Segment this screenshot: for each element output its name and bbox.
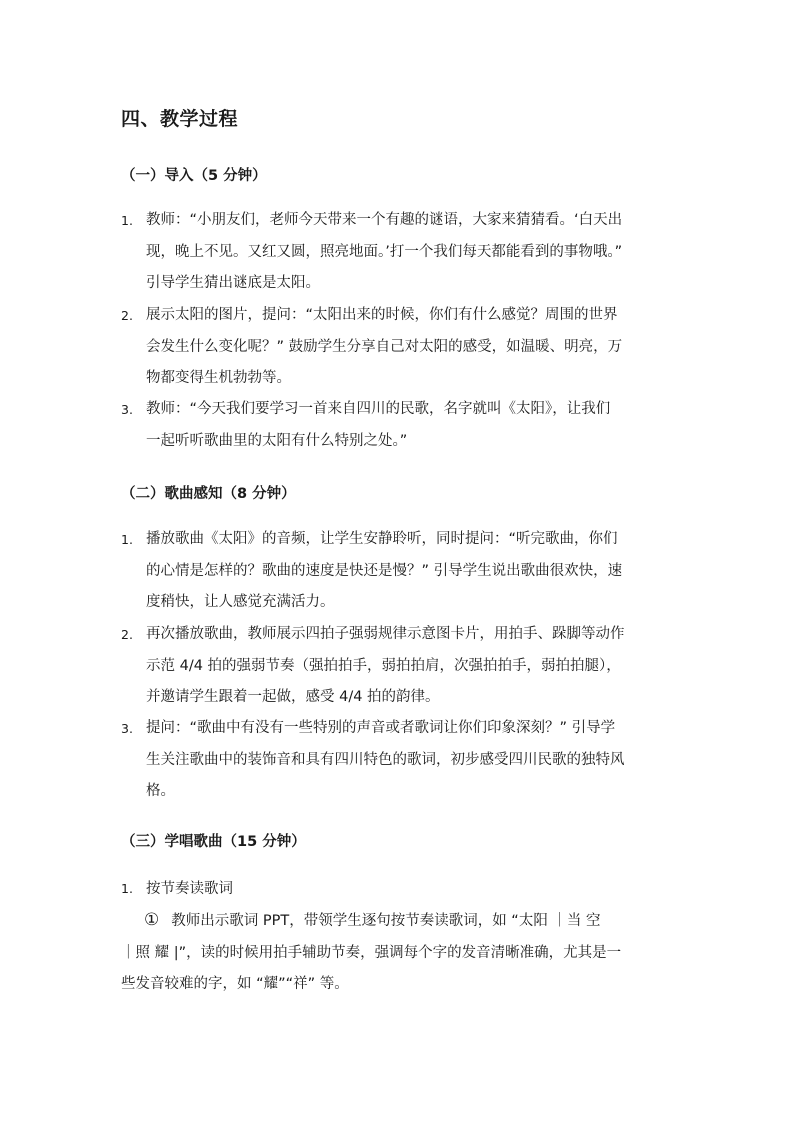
list-item — [121, 713, 681, 808]
text-line: 一起听听歌曲里的太阳有什么特别之处。” — [146, 432, 408, 449]
text-line: 现，晚上不见。又红又圆，照亮地面。’打一个我们每天都能看到的事物哦。” — [146, 243, 623, 260]
text-line: 展示太阳的图片，提问：“太阳出来的时候，你们有什么感觉？周围的世界 — [146, 307, 618, 323]
list-number: 1. — [121, 532, 133, 547]
sub-item-text: 按节奏读歌词 — [146, 881, 233, 897]
text-line-content: 教师出示歌词 PPT，带领学生逐句按节奏读歌词，如 “太阳 ｜当 空 — [171, 913, 601, 929]
list-item — [121, 619, 681, 714]
section-title: （三）学唱歌曲（15 分钟） — [121, 834, 306, 850]
list-item — [121, 205, 681, 300]
text-line: 再次播放歌曲，教师展示四拍子强弱规律示意图卡片，用拍手、跺脚等动作 — [146, 626, 625, 642]
text-line: 并邀请学生跟着一起做，感受 4/4 拍的韵律。 — [146, 689, 440, 705]
list-number: 2. — [121, 308, 133, 323]
list-item — [121, 394, 681, 457]
text-line: 播放歌曲《太阳》的音频，让学生安静聆听，同时提问：“听完歌曲，你们 — [146, 531, 618, 547]
text-line: 格。 — [146, 783, 175, 799]
list-item — [121, 300, 681, 395]
paragraph — [121, 905, 677, 1001]
list-number: 1. — [121, 213, 133, 228]
text-line: 引导学生猜出谜底是太阳。 — [146, 275, 320, 291]
text-line — [121, 905, 677, 938]
section-title: （二）歌曲感知（8 分钟） — [121, 486, 296, 502]
list-number: 3. — [121, 402, 133, 417]
main-heading: 四、教学过程 — [121, 108, 239, 130]
text-line: 生关注歌曲中的装饰音和具有四川特色的歌词，初步感受四川民歌的独特风 — [146, 751, 625, 768]
sub-item — [121, 873, 233, 906]
text-line: 的心情是怎样的？歌曲的速度是快还是慢？” 引导学生说出歌曲很欢快，速 — [146, 562, 623, 579]
text-line: 提问：“歌曲中有没有一些特别的声音或者歌词让你们印象深刻？” 引导学 — [146, 720, 616, 736]
text-line: 些发音较难的字，如 “耀”“祥” 等。 — [121, 976, 349, 992]
list-number: 2. — [121, 627, 133, 642]
text-line: 教师：“小朋友们，老师今天带来一个有趣的谜语，大家来猜猜看。‘白天出 — [146, 212, 623, 228]
text-line: 物都变得生机勃勃等。 — [146, 370, 291, 386]
text-line: ｜照 耀 |”，读的时候用拍手辅助节奏，强调每个字的发音清晰准确，尤其是一 — [121, 944, 622, 961]
list-item — [121, 524, 681, 619]
list-number: 1. — [121, 881, 133, 896]
list-number: 3. — [121, 721, 133, 736]
text-line: 教师：“今天我们要学习一首来自四川的民歌，名字就叫《太阳》，让我们 — [146, 401, 611, 417]
text-line: 会发生什么变化呢？” 鼓励学生分享自己对太阳的感受，如温暖、明亮，万 — [146, 338, 623, 355]
text-line: 示范 4/4 拍的强弱节奏（强拍拍手，弱拍拍肩，次强拍拍手，弱拍拍腿）， — [146, 657, 621, 674]
circled-number-marker: ① — [144, 910, 160, 930]
section-title: （一）导入（5 分钟） — [121, 168, 267, 184]
text-line: 度稍快，让人感觉充满活力。 — [146, 594, 335, 610]
